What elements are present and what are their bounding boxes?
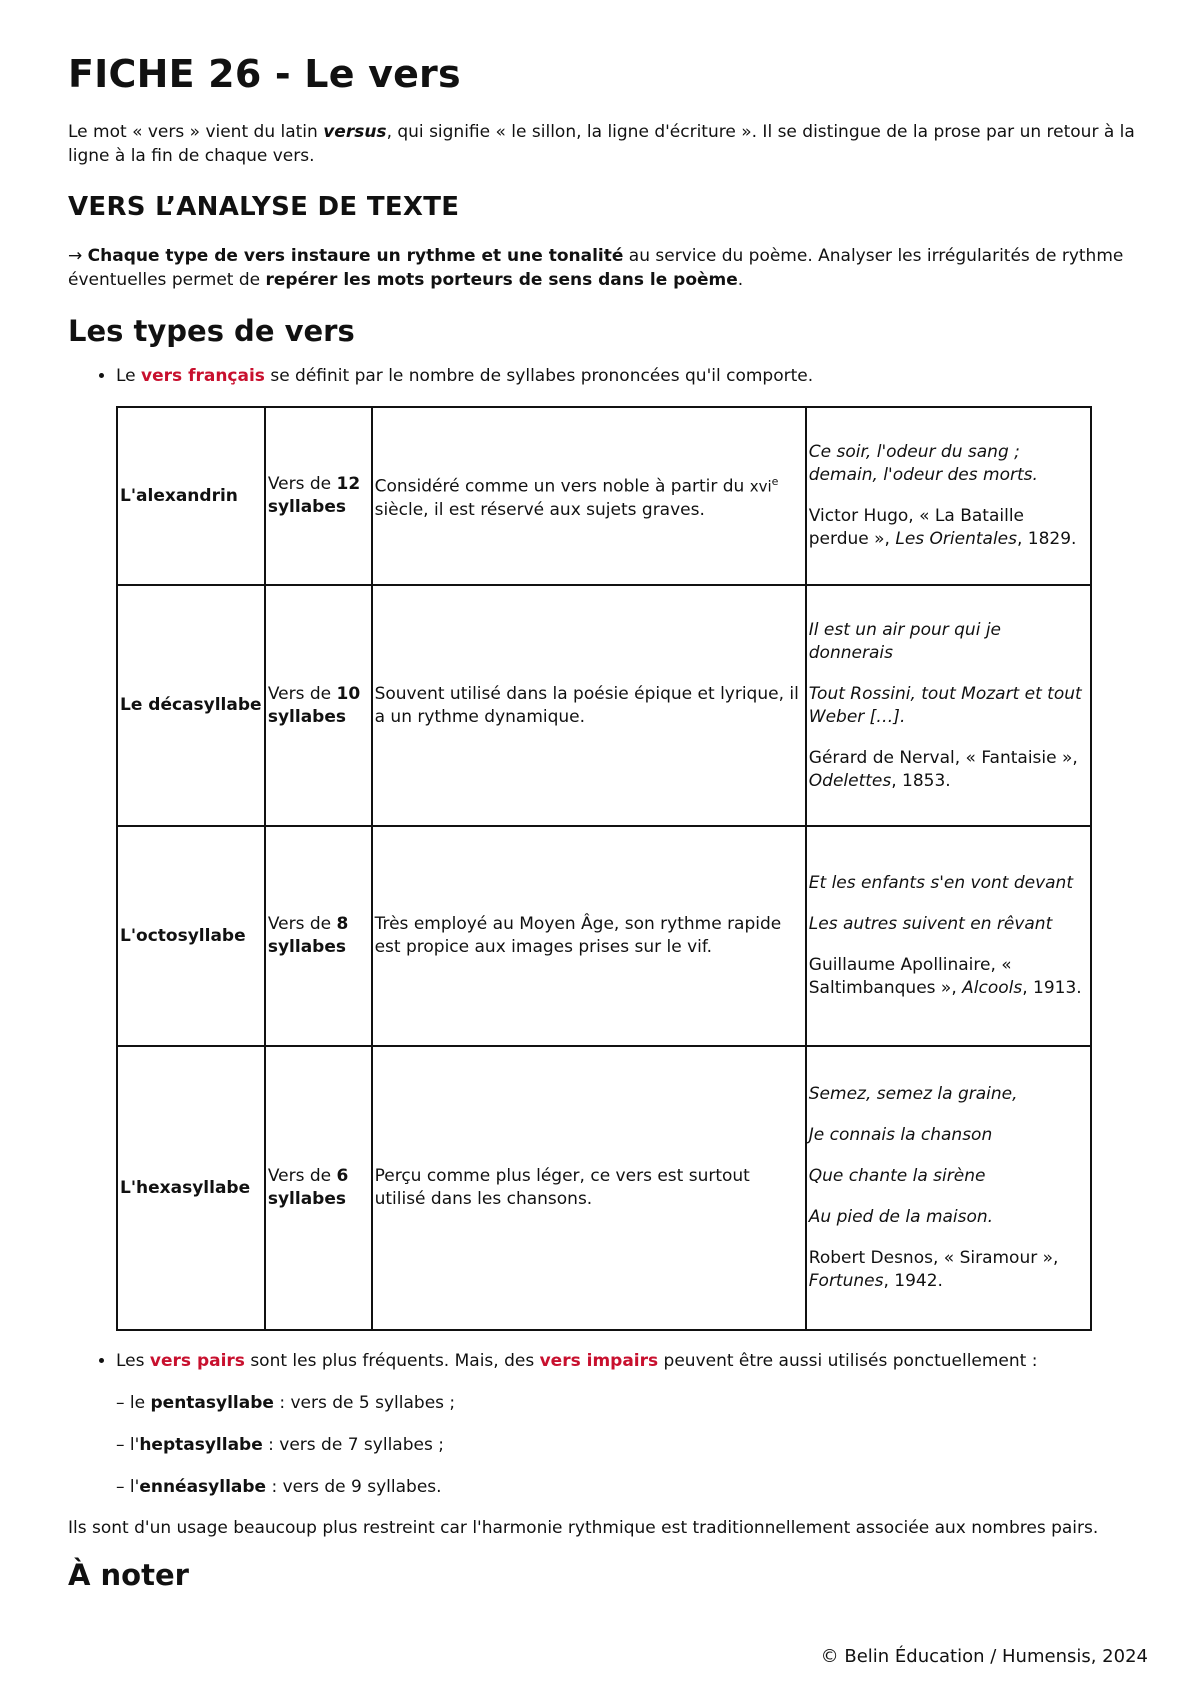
dash-item-enneasyllabe bbox=[116, 1475, 1148, 1499]
dash-term: ennéasyllabe bbox=[139, 1477, 267, 1497]
table-row bbox=[117, 407, 1091, 585]
intro-text-end: , qui signifie « le sillon, la ligne d'écriture ». Il se distingue de la prose par un retour à la ligne à la fin de chaque vers. bbox=[68, 122, 1135, 166]
copyright-footer: © Belin Éducation / Humensis, 2024 bbox=[820, 1646, 1148, 1667]
source-year: , 1853. bbox=[891, 770, 951, 791]
dash-item-pentasyllabe bbox=[116, 1391, 1148, 1415]
source-year: , 1942. bbox=[883, 1271, 943, 1291]
verse-example-cell bbox=[806, 1046, 1091, 1330]
verse-name-cell: L'alexandrin bbox=[117, 407, 265, 585]
desc-text-end: siècle, il est réservé aux sujets graves. bbox=[374, 499, 705, 520]
source-work: Alcools bbox=[962, 978, 1023, 998]
page-title: FICHE 26 - Le vers bbox=[68, 52, 461, 96]
desc-text: Considéré comme un vers noble à partir du bbox=[374, 476, 750, 497]
length-number: 12 bbox=[336, 474, 361, 494]
length-text: Vers de bbox=[267, 1166, 337, 1186]
bullet-text-end: se définit par le nombre de syllabes prononcées qu'il comporte. bbox=[264, 366, 814, 386]
dash-text: – l' bbox=[116, 1435, 140, 1455]
dash-definition: : vers de 7 syllabes ; bbox=[262, 1435, 444, 1455]
example-verse: Ce soir, l'odeur du sang ; demain, l'odeur des morts. bbox=[808, 442, 1038, 485]
length-number: 8 bbox=[336, 914, 349, 934]
dash-item-heptasyllabe bbox=[116, 1433, 1148, 1457]
verse-example-cell bbox=[806, 407, 1091, 585]
length-number: 6 bbox=[336, 1166, 349, 1186]
example-source bbox=[809, 747, 1088, 793]
highlight-vers-francais: vers français bbox=[141, 366, 265, 386]
note-heading: À noter bbox=[68, 1558, 189, 1592]
intro-paragraph bbox=[68, 120, 1148, 168]
source-work: Les Orientales bbox=[895, 529, 1017, 549]
length-text: Vers de bbox=[267, 683, 337, 704]
document-page bbox=[68, 52, 1148, 1592]
source-year: , 1913. bbox=[1022, 978, 1082, 998]
length-number: 10 bbox=[336, 683, 361, 704]
length-unit: syllabes bbox=[267, 706, 347, 727]
example-verse: Que chante la sirène bbox=[808, 1166, 986, 1186]
analysis-text: au service du poème. Analyser les irrégularités de rythme éventuelles permet de bbox=[68, 246, 1124, 290]
verse-name-cell: L'octosyllabe bbox=[117, 826, 265, 1046]
length-unit: syllabes bbox=[267, 497, 347, 517]
example-verse: Et les enfants s'en vont devant bbox=[808, 873, 1073, 893]
verse-length-cell bbox=[265, 1046, 372, 1330]
verse-description-cell: Très employé au Moyen Âge, son rythme rapide est propice aux images prises sur le vif. bbox=[372, 826, 806, 1046]
example-source bbox=[809, 954, 1088, 1000]
analysis-paragraph bbox=[68, 244, 1148, 292]
example-verse: Tout Rossini, tout Mozart et tout Weber […]. bbox=[808, 683, 1082, 727]
source-year: , 1829. bbox=[1016, 529, 1077, 549]
highlight-vers-impairs: vers impairs bbox=[539, 1351, 659, 1371]
example-verse: Semez, semez la graine, bbox=[808, 1084, 1018, 1104]
verse-example-cell bbox=[806, 585, 1091, 826]
century: xvi bbox=[749, 477, 772, 496]
source-work: Odelettes bbox=[808, 770, 892, 791]
highlight-vers-pairs: vers pairs bbox=[149, 1351, 245, 1371]
dash-term: heptasyllabe bbox=[139, 1435, 263, 1455]
verse-description-cell bbox=[372, 407, 806, 585]
verse-description-cell: Perçu comme plus léger, ce vers est surtout utilisé dans les chansons. bbox=[372, 1046, 806, 1330]
arrow-icon: → bbox=[68, 246, 88, 266]
source-author: Robert Desnos, « Siramour », bbox=[808, 1248, 1059, 1268]
century-sup: e bbox=[771, 475, 779, 489]
dash-text: – l' bbox=[116, 1477, 140, 1497]
example-verse: Je connais la chanson bbox=[808, 1125, 993, 1145]
source-author: Guillaume Apollinaire, « Saltimbanques », bbox=[808, 955, 1012, 998]
table-row bbox=[117, 1046, 1091, 1330]
example-verse: Au pied de la maison. bbox=[808, 1207, 994, 1227]
verse-example-cell bbox=[806, 826, 1091, 1046]
verse-name-cell: L'hexasyllabe bbox=[117, 1046, 265, 1330]
analysis-bold-2: repérer les mots porteurs de sens dans le poème bbox=[265, 270, 738, 290]
dash-text: – le bbox=[116, 1393, 151, 1413]
bullet-text-mid: sont les plus fréquents. Mais, des bbox=[244, 1351, 540, 1371]
bullet-vers-pairs bbox=[116, 1349, 1148, 1373]
closing-paragraph: Ils sont d'un usage beaucoup plus restreint car l'harmonie rythmique est traditionnellement associée aux nombres pairs. bbox=[68, 1518, 1099, 1538]
example-source bbox=[809, 1247, 1088, 1293]
example-verse: Il est un air pour qui je donnerais bbox=[808, 619, 1002, 663]
example-source bbox=[809, 505, 1088, 551]
dash-definition: : vers de 9 syllabes. bbox=[266, 1477, 442, 1497]
bullet-vers-francais bbox=[116, 364, 1148, 388]
table-row bbox=[117, 585, 1091, 826]
length-unit: syllabes bbox=[267, 1189, 347, 1209]
bullet-text-end: peuvent être aussi utilisés ponctuellement : bbox=[658, 1351, 1038, 1371]
verse-description-cell: Souvent utilisé dans la poésie épique et lyrique, il a un rythme dynamique. bbox=[372, 585, 806, 826]
verse-types-table bbox=[116, 406, 1092, 1331]
length-text: Vers de bbox=[267, 914, 337, 934]
versus-term: versus bbox=[323, 122, 387, 142]
source-work: Fortunes bbox=[808, 1271, 884, 1291]
analysis-text-end: . bbox=[737, 270, 744, 290]
example-verse: Les autres suivent en rêvant bbox=[808, 914, 1053, 934]
analysis-heading: VERS L’ANALYSE DE TEXTE bbox=[68, 192, 460, 222]
bullet-text: Le bbox=[116, 366, 142, 386]
analysis-bold-1: Chaque type de vers instaure un rythme et une tonalité bbox=[87, 246, 624, 266]
dash-definition: : vers de 5 syllabes ; bbox=[273, 1393, 456, 1413]
verse-length-cell bbox=[265, 826, 372, 1046]
types-heading: Les types de vers bbox=[68, 314, 355, 348]
source-author: Gérard de Nerval, « Fantaisie », bbox=[808, 747, 1078, 768]
verse-length-cell bbox=[265, 585, 372, 826]
dash-term: pentasyllabe bbox=[150, 1393, 274, 1413]
bullet-list bbox=[68, 364, 1148, 388]
verse-length-cell bbox=[265, 407, 372, 585]
bullet-text: Les bbox=[116, 1351, 150, 1371]
verse-name-cell: Le décasyllabe bbox=[117, 585, 265, 826]
length-text: Vers de bbox=[267, 474, 337, 494]
bullet-list-2 bbox=[68, 1349, 1148, 1373]
intro-text: Le mot « vers » vient du latin bbox=[68, 122, 324, 142]
length-unit: syllabes bbox=[267, 937, 347, 957]
table-row bbox=[117, 826, 1091, 1046]
source-author: Victor Hugo, « La Bataille perdue », bbox=[808, 506, 1024, 549]
